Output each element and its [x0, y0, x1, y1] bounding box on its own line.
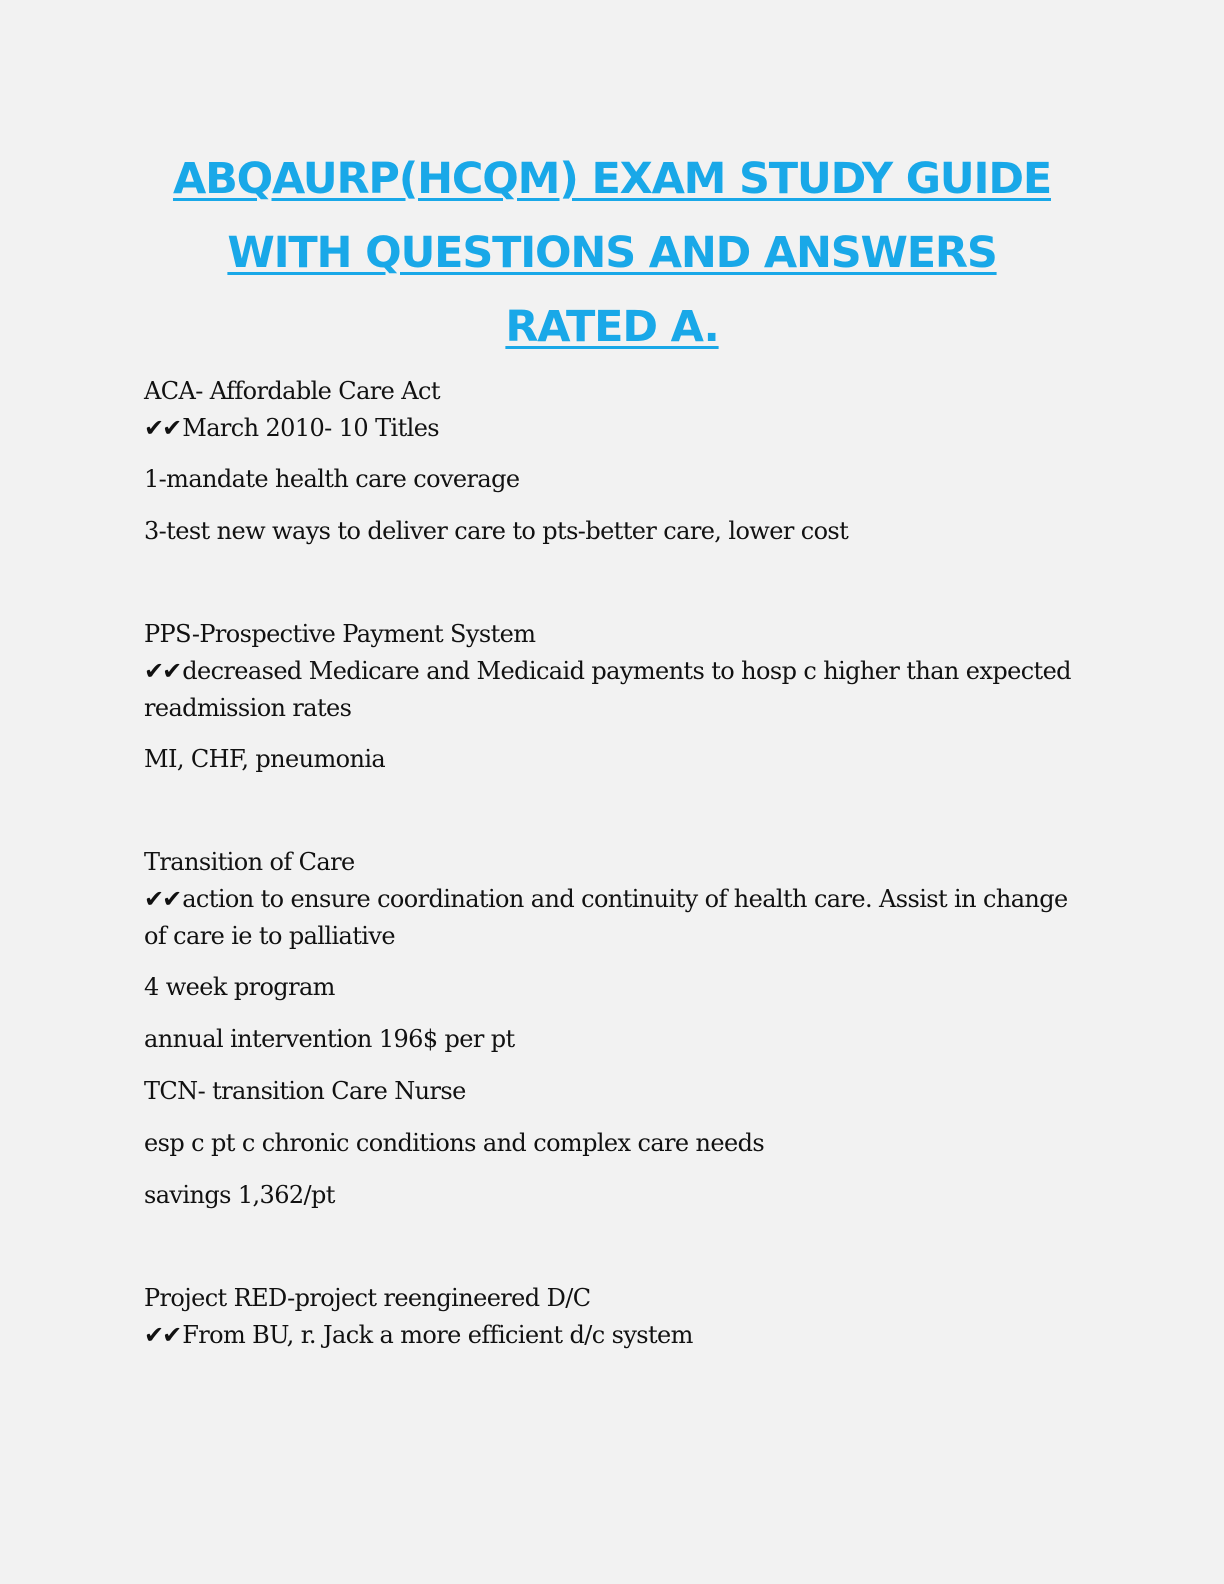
answer-text: From BU, r. Jack a more efficient d/c system — [182, 1321, 693, 1349]
checkmark-icon: ✔✔ — [144, 885, 181, 913]
answer-text: March 2010- 10 Titles — [182, 414, 440, 442]
answer-detail: savings 1,362/pt — [144, 1181, 335, 1209]
answer-detail: annual intervention 196$ per pt — [144, 1025, 515, 1053]
answer — [144, 653, 1084, 727]
study-guide-content — [144, 372, 1084, 1368]
document-title — [120, 142, 1104, 364]
qa-entry — [144, 615, 1084, 778]
answer-detail: 1-mandate health care coverage — [144, 465, 520, 493]
title-line: ABQAURP(HCQM) EXAM STUDY GUIDE — [172, 154, 1051, 204]
answer-text: action to ensure coordination and continuity of health care. Assist in change of care ie to palliative — [144, 885, 1068, 950]
qa-entry — [144, 1279, 1084, 1354]
answer-detail: MI, CHF, pneumonia — [144, 745, 386, 773]
question-term: ACA- Affordable Care Act — [144, 377, 440, 405]
qa-entry — [144, 372, 1084, 550]
question-term: Project RED-project reengineered D/C — [144, 1284, 591, 1312]
question-term: Transition of Care — [144, 848, 355, 876]
spacer — [144, 1229, 1084, 1279]
checkmark-icon: ✔✔ — [144, 657, 181, 685]
checkmark-icon: ✔✔ — [144, 414, 181, 442]
question-term: PPS-Prospective Payment System — [144, 620, 536, 648]
answer-text: decreased Medicare and Medicaid payments to hosp c higher than expected readmission rates — [144, 657, 1071, 722]
answer-detail: esp c pt c chronic conditions and complex care needs — [144, 1129, 765, 1157]
answer-detail: 4 week program — [144, 973, 335, 1001]
qa-entry — [144, 843, 1084, 1214]
answer — [144, 1317, 1084, 1354]
spacer — [144, 793, 1084, 843]
answer-detail: TCN- transition Care Nurse — [144, 1077, 466, 1105]
spacer — [144, 565, 1084, 615]
title-line: RATED A. — [505, 302, 719, 352]
answer — [144, 410, 1084, 447]
checkmark-icon: ✔✔ — [144, 1321, 181, 1349]
answer-detail: 3-test new ways to deliver care to pts-better care, lower cost — [144, 517, 849, 545]
answer — [144, 881, 1084, 955]
title-line: WITH QUESTIONS AND ANSWERS — [227, 228, 997, 278]
